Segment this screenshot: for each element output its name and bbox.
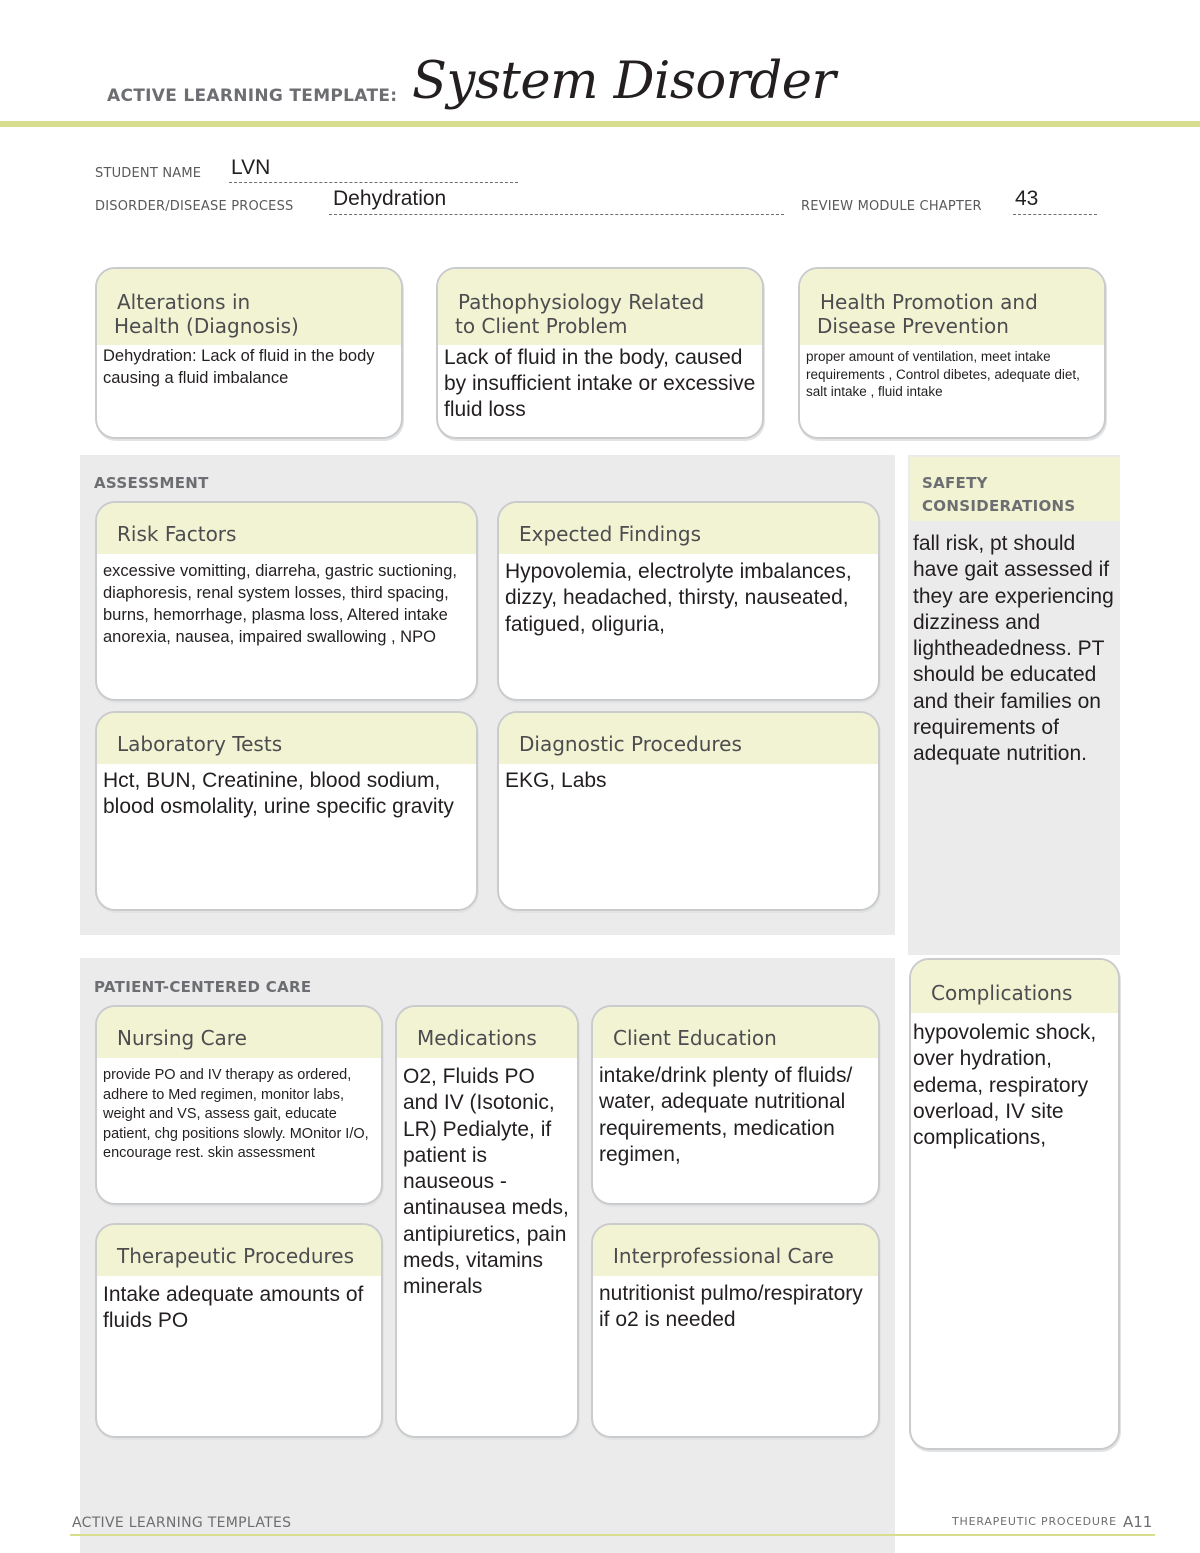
medications-text[interactable]: O2, Fluids PO and IV (Isotonic, LR) Pedialyte, if patient is nauseous - antinausea meds, antipiuretics, pain meds, vitamins minerals: [403, 1065, 569, 1299]
alterations-title-1: Alterations in: [117, 290, 251, 314]
student-name-line: [229, 182, 518, 183]
alterations-header: [97, 269, 401, 345]
disorder-field[interactable]: Dehydration: [333, 187, 447, 210]
diagnostic-procedures-title: Diagnostic Procedures: [499, 713, 878, 764]
chapter-label: REVIEW MODULE CHAPTER: [801, 199, 982, 214]
page-number: A11: [1123, 1513, 1153, 1531]
template-label: ACTIVE LEARNING TEMPLATE:: [107, 86, 398, 106]
pathophysiology-title-2: to Client Problem: [455, 314, 628, 338]
pathophysiology-text[interactable]: Lack of fluid in the body, caused by insufficient intake or excessive fluid loss: [444, 346, 756, 421]
student-name-label: STUDENT NAME: [95, 166, 202, 181]
alterations-box: [95, 267, 403, 439]
header-divider: [0, 121, 1200, 127]
complications-title: Complications: [911, 960, 1118, 1013]
pathophysiology-title-1: Pathophysiology Related: [458, 290, 705, 314]
alterations-text[interactable]: Dehydration: Lack of fluid in the body causing a fluid imbalance: [103, 347, 375, 387]
health-promotion-title-1: Health Promotion and: [820, 290, 1038, 314]
laboratory-tests-title: Laboratory Tests: [97, 713, 476, 764]
safety-label-2: CONSIDERATIONS: [922, 497, 1076, 515]
client-education-title: Client Education: [593, 1007, 878, 1058]
page-title: System Disorder: [412, 52, 836, 111]
interprofessional-care-text[interactable]: nutritionist pulmo/respiratory if o2 is needed: [599, 1282, 863, 1332]
complications-box: [909, 958, 1120, 1450]
client-education-box: [591, 1005, 880, 1205]
interprofessional-care-title: Interprofessional Care: [593, 1225, 878, 1276]
expected-findings-text[interactable]: Hypovolemia, electrolyte imbalances, dizzy, headached, thirsty, nauseated, fatigued, oliguria,: [505, 560, 852, 636]
patient-care-label: PATIENT-CENTERED CARE: [94, 978, 312, 996]
diagnostic-procedures-text[interactable]: EKG, Labs: [505, 769, 607, 792]
medications-title: Medications: [397, 1007, 577, 1058]
disorder-line: [329, 214, 784, 215]
footer-right-label: THERAPEUTIC PROCEDURE: [952, 1515, 1117, 1528]
nursing-care-text[interactable]: provide PO and IV therapy as ordered, adhere to Med regimen, monitor labs, weight and VS, assess gait, educate patient, chg positions slowly. MOnitor I/O, encourage rest. skin assessment: [103, 1067, 369, 1161]
complications-text[interactable]: hypovolemic shock, over hydration, edema, respiratory overload, IV site complications,: [913, 1021, 1097, 1150]
safety-header: [910, 457, 1120, 521]
disorder-label: DISORDER/DISEASE PROCESS: [95, 199, 294, 214]
client-education-text[interactable]: intake/drink plenty of fluids/ water, adequate nutritional requirements, medication regimen,: [599, 1064, 853, 1166]
expected-findings-title: Expected Findings: [499, 503, 878, 554]
nursing-care-box: [95, 1005, 383, 1205]
laboratory-tests-box: [95, 711, 478, 911]
interprofessional-care-box: [591, 1223, 880, 1438]
health-promotion-text[interactable]: proper amount of ventilation, meet intake requirements , Control dibetes, adequate diet, salt intake , fluid intake: [806, 349, 1080, 399]
risk-factors-text[interactable]: excessive vomitting, diarreha, gastric suctioning, diaphoresis, renal system losses, third spacing, burns, hemorrhage, plasma loss, Altered intake anorexia, nausea, impaired swallowing , NPO: [103, 562, 457, 646]
health-promotion-header: [800, 269, 1104, 345]
footer-left-label: ACTIVE LEARNING TEMPLATES: [72, 1515, 292, 1531]
chapter-field[interactable]: 43: [1015, 187, 1039, 210]
expected-findings-box: [497, 501, 880, 701]
chapter-line: [1013, 214, 1097, 215]
assessment-label: ASSESSMENT: [94, 474, 209, 492]
student-name-field[interactable]: LVN: [231, 156, 271, 179]
therapeutic-procedures-title: Therapeutic Procedures: [97, 1225, 381, 1276]
safety-text[interactable]: fall risk, pt should have gait assessed if they are experiencing dizziness and lightheadedness. PT should be educated and their families on requirements of adequate nutrition.: [913, 532, 1114, 766]
diagnostic-procedures-box: [497, 711, 880, 911]
pathophysiology-header: [438, 269, 762, 345]
therapeutic-procedures-box: [95, 1223, 383, 1438]
laboratory-tests-text[interactable]: Hct, BUN, Creatinine, blood sodium, blood osmolality, urine specific gravity: [103, 769, 454, 819]
health-promotion-box: [798, 267, 1106, 439]
risk-factors-title: Risk Factors: [97, 503, 476, 554]
nursing-care-title: Nursing Care: [97, 1007, 381, 1058]
safety-label-1: SAFETY: [922, 474, 988, 492]
therapeutic-procedures-text[interactable]: Intake adequate amounts of fluids PO: [103, 1283, 364, 1333]
medications-box: [395, 1005, 579, 1438]
footer-divider: [70, 1534, 1155, 1536]
health-promotion-title-2: Disease Prevention: [817, 314, 1009, 338]
pathophysiology-box: [436, 267, 764, 439]
risk-factors-box: [95, 501, 478, 701]
alterations-title-2: Health (Diagnosis): [114, 314, 299, 338]
